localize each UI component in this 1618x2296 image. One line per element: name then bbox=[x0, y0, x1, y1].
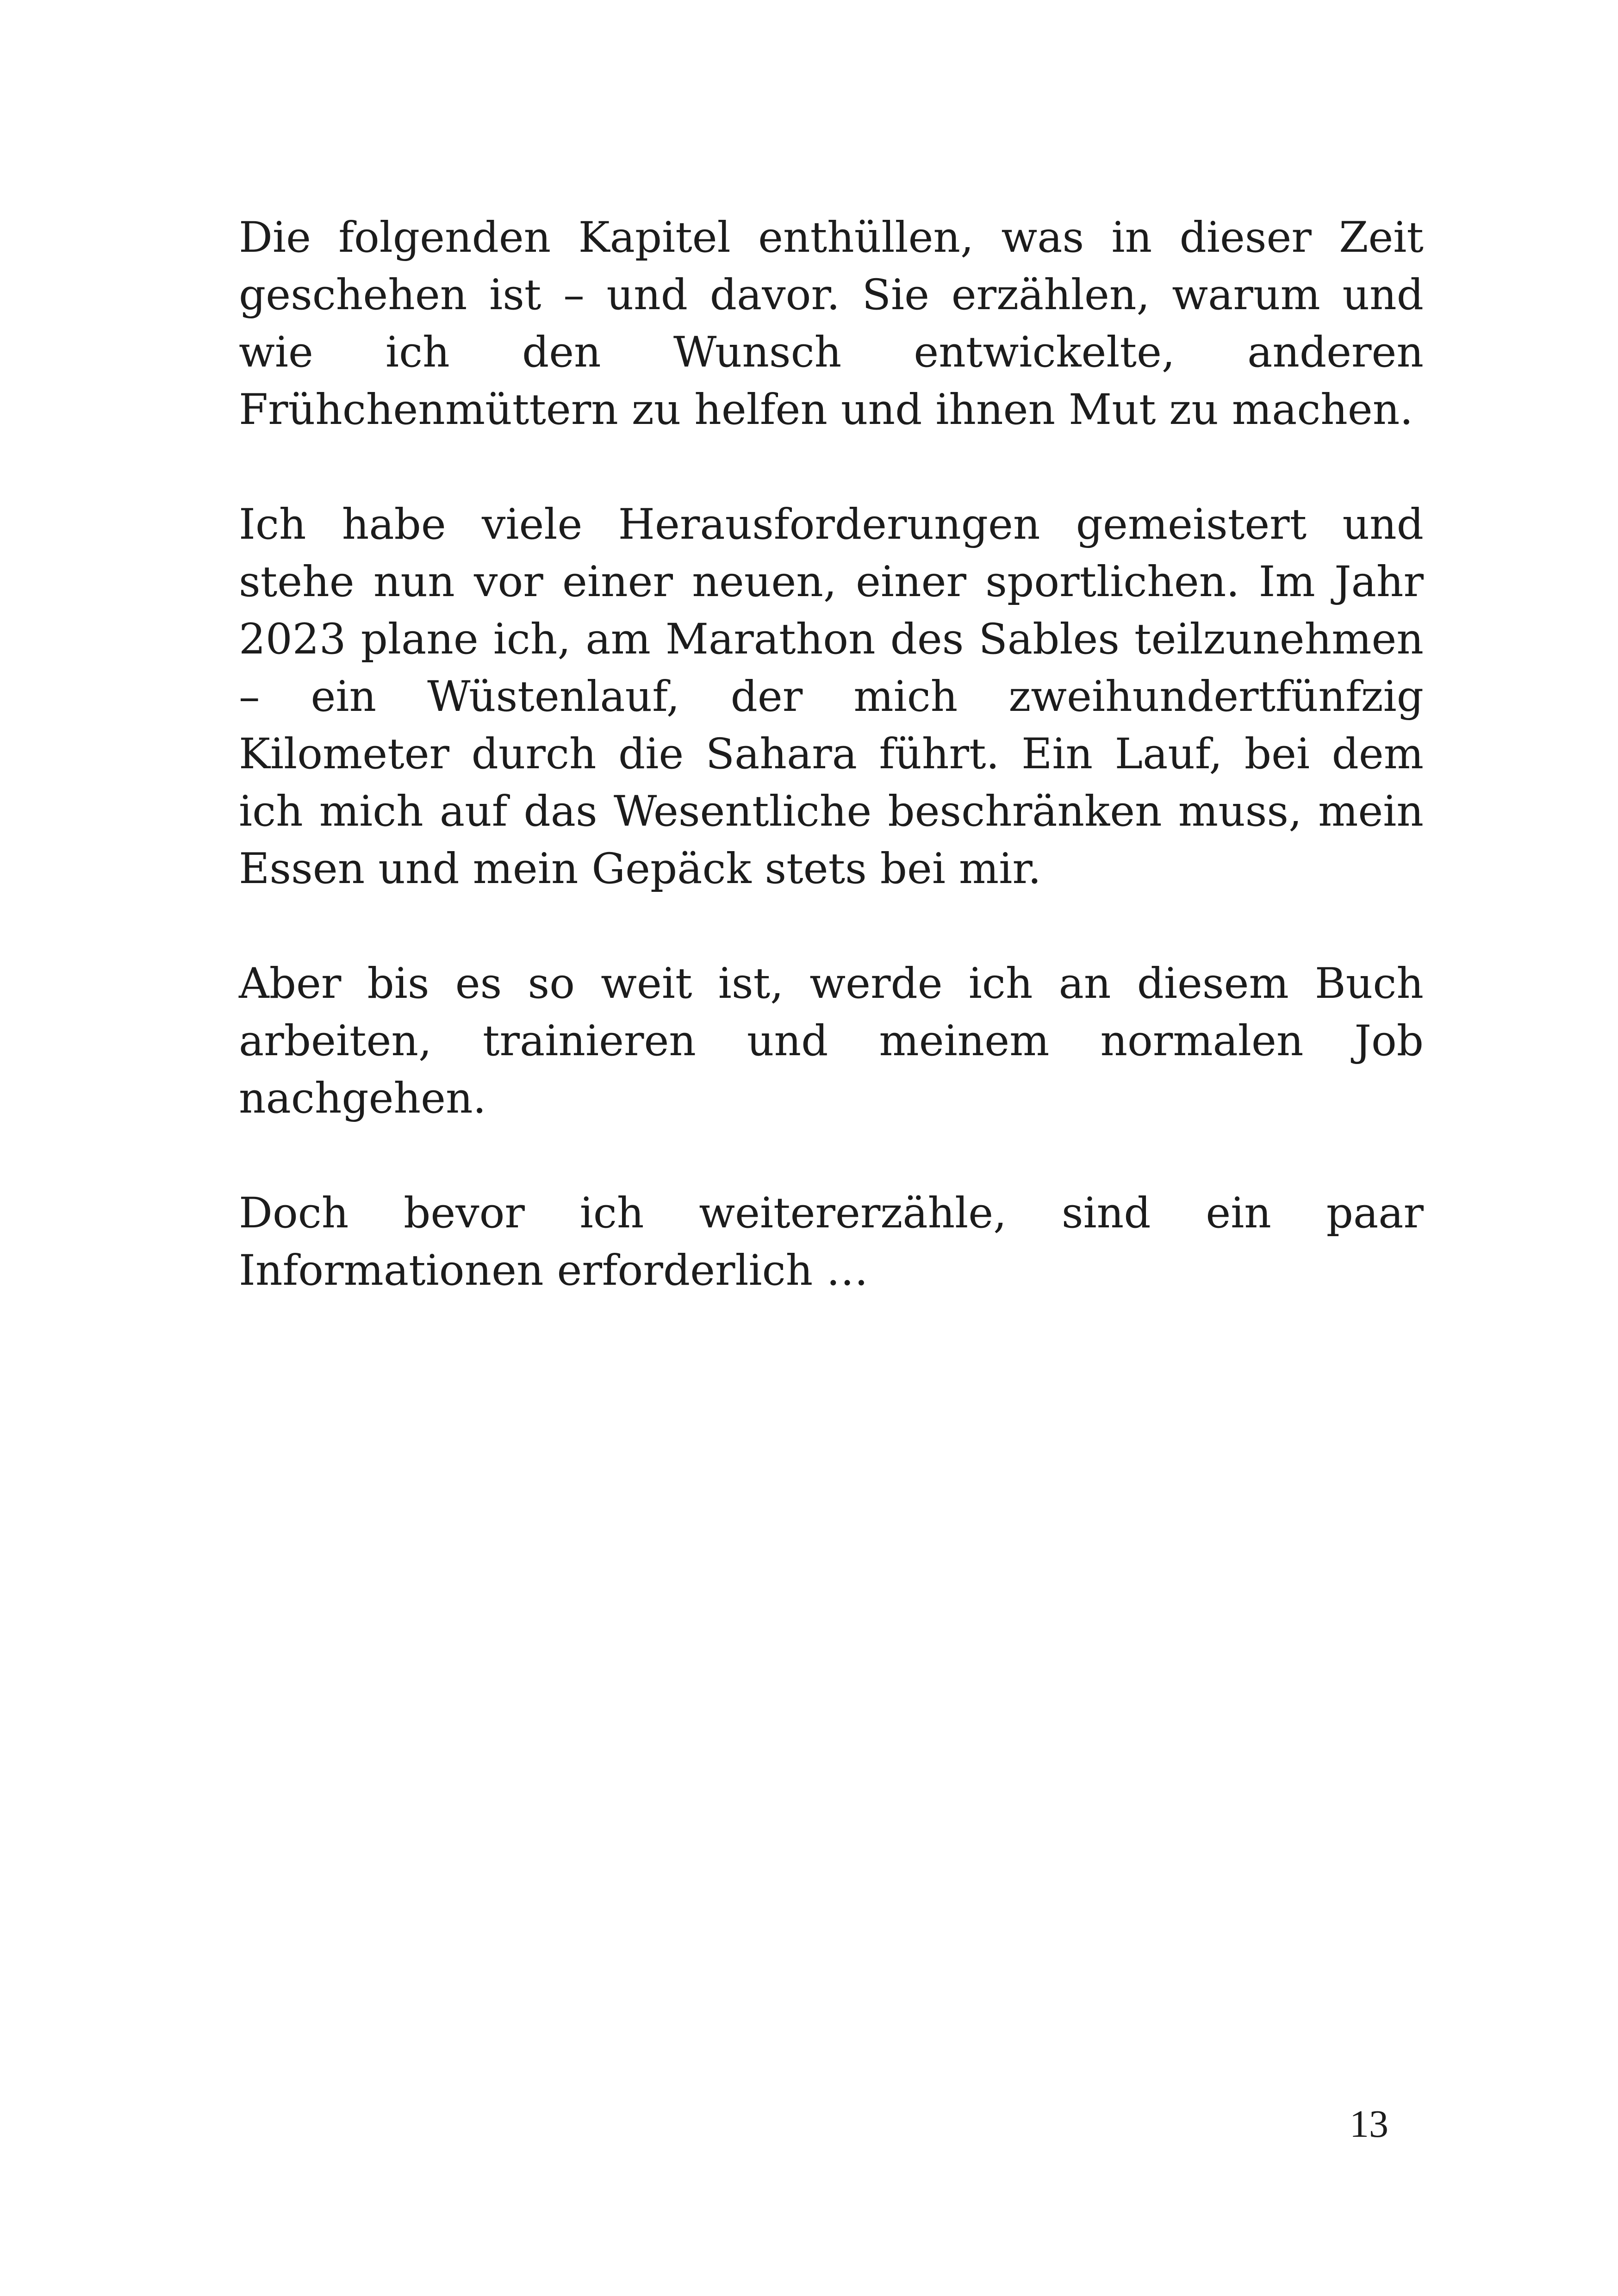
body-text bbox=[239, 209, 1424, 1357]
paragraph-4: Doch bevor ich weitererzähle, sind ein paar Informationen erforderlich … bbox=[239, 1189, 1424, 1295]
paragraph-3: Aber bis es so weit ist, werde ich an diesem Buch arbeiten, trainieren und meinem normalen Job nachgehen. bbox=[239, 959, 1424, 1123]
paragraph-2: Ich habe viele Herausforderungen gemeistert und stehe nun vor einer neuen, einer sportlichen. Im Jahr 2023 plane ich, am Marathon des Sables teilzunehmen – ein Wüstenlauf, der mich zweihundertfünfzig Kilometer durch die Sahara führt. Ein Lauf, bei dem ich mich auf das Wesentliche beschränken muss, mein Essen und mein Gepäck stets bei mir. bbox=[239, 500, 1424, 893]
paragraph-1: Die folgenden Kapitel enthüllen, was in dieser Zeit geschehen ist – und davor. Sie erzählen, warum und wie ich den Wunsch entwickelte, anderen Frühchenmüttern zu helfen und ihnen Mut zu machen. bbox=[239, 213, 1424, 434]
page-number: 13 bbox=[1350, 2103, 1388, 2146]
